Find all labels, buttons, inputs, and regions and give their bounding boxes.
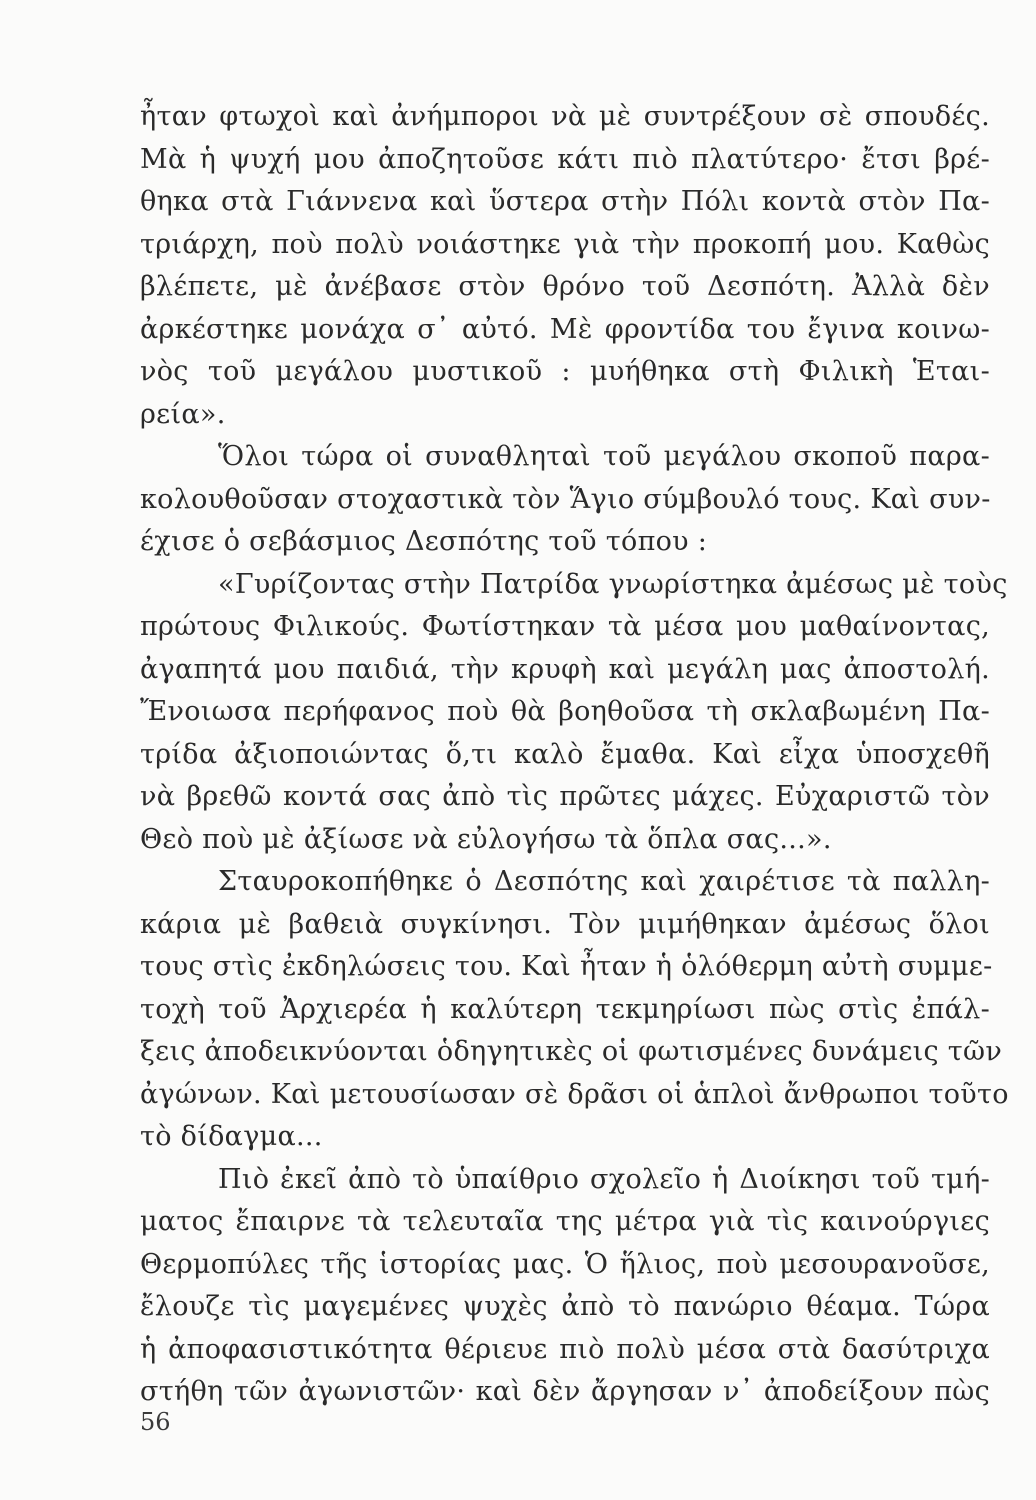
text-line: Σταυροκοπήθηκε ὁ Δεσπότης καὶ χαιρέτισε τὰ παλλη- — [218, 866, 990, 897]
text-line: Μὰ ἡ ψυχή μου ἀποζητοῦσε κάτι πιὸ πλατύτερο· ἔτσι βρέ- — [140, 143, 990, 175]
text-line: Ὅλοι τώρα οἱ συναθληταὶ τοῦ μεγάλου σκοποῦ παρα- — [218, 441, 990, 472]
text-line: έχισε ὁ σεβάσμιος Δεσπότης τοῦ τόπου : — [140, 526, 708, 557]
text-line: ξεις ἀποδεικνύονται ὁδηγητικὲς οἱ φωτισμένες δυνάμεις τῶν — [140, 1036, 1003, 1067]
page-number: 56 — [140, 1408, 171, 1436]
text-line: ἀγαπητά μου παιδιά, τὴν κρυφὴ καὶ μεγάλη μας ἀποστολή. — [140, 653, 990, 685]
text-line: ἦταν φτωχοὶ καὶ ἀνήμποροι νὰ μὲ συντρέξουν σὲ σπουδές. — [140, 101, 990, 132]
text-line: νὸς τοῦ μεγάλου μυστικοῦ : μυήθηκα στὴ Φιλικὴ Ἑται- — [140, 356, 990, 387]
text-line: τριάρχη, ποὺ πολὺ νοιάστηκε γιὰ τὴν προκοπή μου. Καθὼς — [140, 228, 990, 260]
text-line: «Γυρίζοντας στὴν Πατρίδα γνωρίστηκα ἀμέσως μὲ τοὺς — [218, 568, 1008, 600]
text-line: κολουθοῦσαν στοχαστικὰ τὸν Ἅγιο σύμβουλό τους. Καὶ συν- — [140, 483, 991, 515]
text-line: Ἔνοιωσα περήφανος ποὺ θὰ βοηθοῦσα τὴ σκλαβωμένη Πα- — [140, 696, 990, 727]
text-line: τοχὴ τοῦ Ἀρχιερέα ἡ καλύτερη τεκμηρίωσι πὼς στὶς ἐπάλ- — [140, 993, 990, 1025]
text-line: νὰ βρεθῶ κοντά σας ἀπὸ τὶς πρῶτες μάχες. Εὐχαριστῶ τὸν — [140, 781, 990, 812]
text-line: τρίδα ἀξιοποιώντας ὅ,τι καλὸ ἔμαθα. Καὶ εἶχα ὑποσχεθῆ — [140, 738, 990, 770]
text-line: Θεὸ ποὺ μὲ ἀξίωσε νὰ εὐλογήσω τὰ ὅπλα σας...». — [140, 823, 832, 855]
text-line: βλέπετε, μὲ ἀνέβασε στὸν θρόνο τοῦ Δεσπότη. Ἀλλὰ δὲν — [140, 271, 990, 302]
text-line: Πιὸ ἐκεῖ ἀπὸ τὸ ὑπαίθριο σχολεῖο ἡ Διοίκησι τοῦ τμή- — [218, 1163, 990, 1195]
text-line: ματος ἔπαιρνε τὰ τελευταῖα της μέτρα γιὰ τὶς καινούργιες — [140, 1206, 990, 1237]
text-line: ἀγώνων. Καὶ μετουσίωσαν σὲ δρᾶσι οἱ ἁπλοὶ ἄνθρωποι τοῦτο — [140, 1078, 1009, 1110]
text-line: κάρια μὲ βαθειὰ συγκίνησι. Τὸν μιμήθηκαν ἀμέσως ὅλοι — [140, 908, 990, 940]
text-line: πρώτους Φιλικούς. Φωτίστηκαν τὰ μέσα μου μαθαίνοντας, — [140, 611, 990, 642]
text-line: τὸ δίδαγμα... — [140, 1121, 323, 1152]
text-line: ρεία». — [140, 398, 226, 430]
text-line: τους στὶς ἐκδηλώσεις του. Καὶ ἦταν ἡ ὁλόθερμη αὐτὴ συμμε- — [140, 951, 993, 982]
text-line: στήθη τῶν ἀγωνιστῶν· καὶ δὲν ἄργησαν ν᾽ ἀποδείξουν πὼς — [140, 1376, 990, 1407]
text-line: ἀρκέστηκε μονάχα σ᾽ αὐτό. Μὲ φροντίδα του ἔγινα κοινω- — [140, 313, 990, 345]
text-line: Θερμοπύλες τῆς ἱστορίας μας. Ὁ ἥλιος, ποὺ μεσουρανοῦσε, — [140, 1248, 990, 1280]
text-line: θηκα στὰ Γιάννενα καὶ ὕστερα στὴν Πόλι κοντὰ στὸν Πα- — [140, 186, 990, 217]
text-line: ἡ ἀποφασιστικότητα θέριευε πιὸ πολὺ μέσα στὰ δασύτριχα — [140, 1333, 990, 1365]
body-text — [140, 96, 1009, 1414]
text-line: ἔλουζε τὶς μαγεμένες ψυχὲς ἀπὸ τὸ πανώριο θέαμα. Τώρα — [140, 1291, 990, 1322]
